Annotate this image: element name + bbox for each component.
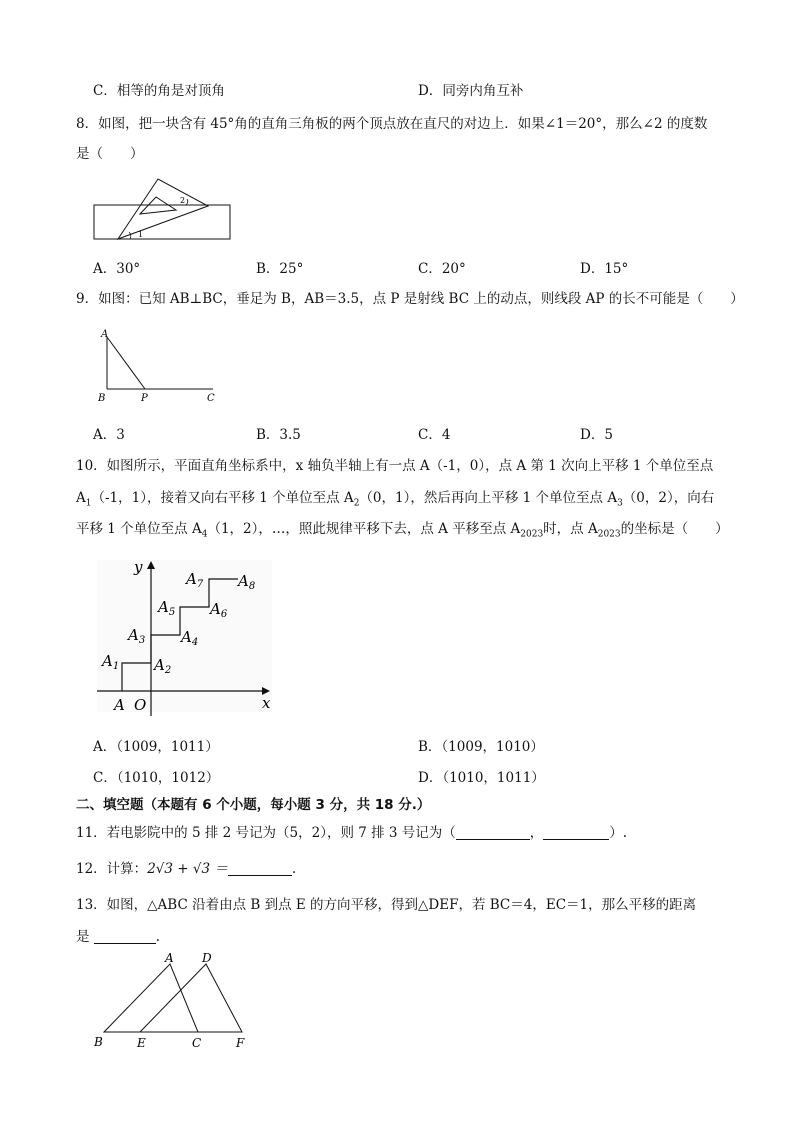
q10-stem-line1: 10．如图所示，平面直角坐标系中，x 轴负半轴上有一点 A（-1，0），点 A 第 1 次向上平移 1 个单位至点 [76,458,714,474]
point-a-label: A [114,696,125,714]
q10-figure [92,558,277,718]
origin-label: O [134,696,147,714]
q8-option-d: D．15° [580,261,629,277]
q9-option-b: B．3.5 [256,427,301,443]
point-c-label: C [207,393,215,404]
point-a6-label: $A_6$ [210,600,228,620]
triangle-abc [104,964,198,1032]
q8-option-c: C．20° [418,261,466,277]
angle-2-label: 2 [180,196,186,205]
point-a-label: A [101,329,109,340]
point-p-label: P [141,393,148,404]
point-a8-label: $A_8$ [238,572,256,592]
q8-option-a: A．30° [93,261,141,277]
q10-stem-line2: $A_1(-1$，1），接着又向右平移 1 个单位至点 $A_2(0$，1），然后再向上平移 1 个单位至点 $A_3(0$，2），向右 [76,490,715,509]
y-axis-label: y [134,558,143,576]
q10-option-a: A．（1009，1011） [93,739,219,755]
point-a3-label: $A_3$ [128,626,146,646]
q7-option-d: D．同旁内角互补 [418,83,524,99]
q8-stem-line1: 8．如图，把一块含有 45°角的直角三角板的两个顶点放在直尺的对边上．如果∠1＝20°，那么∠2 的度数 [76,116,708,132]
point-a2-label: $A_2$ [154,656,172,676]
point-b-label: B [98,393,106,404]
q10-option-b: B．（1009，1010） [418,739,544,755]
q13-stem-line1: 13．如图，△ABC 沿着由点 B 到点 E 的方向平移，得到△DEF，若 BC＝4，EC＝1，那么平移的距离 [76,897,697,913]
q13-blank[interactable] [94,929,156,944]
point-f-label: F [236,1036,245,1050]
angle-1-label: 1 [138,230,144,239]
q9-option-c: C．4 [418,427,451,443]
q10-option-c: C．（1010，1012） [93,770,220,786]
segment-ap [107,337,145,389]
x-axis-label: x [262,694,271,712]
point-a-label: A [165,951,174,965]
q12-blank[interactable] [228,861,292,876]
point-a4-label: $A_4$ [181,628,199,648]
q9-option-a: A．3 [93,427,125,443]
point-e-label: E [137,1036,146,1050]
q11-stem: 11．若电影院中的 5 排 2 号记为（5，2），则 7 排 3 号记为（ ， ）. [76,825,628,841]
q13-figure [90,950,260,1050]
q9-stem: 9．如图：已知 AB⊥BC，垂足为 B，AB＝3.5，点 P 是射线 BC 上的动点，则线段 AP 的长不可能是（ ） [76,291,744,307]
q12-expression: 2√3 + √3 ＝ [147,861,228,877]
point-a7-label: $A_7$ [186,570,204,590]
angle-1-arc [129,232,131,239]
q12-stem: 12．计算：2√3 + √3 ＝ . [76,861,297,877]
q10-stem-line3: 平移 1 个单位至点 $A_4(1$，2），…，照此规律平移下去，点 A 平移至点 $A_{2023}$时，点 $A_{2023}$的坐标是（ ） [76,521,729,540]
ruler [94,205,230,239]
q8-option-b: B．25° [256,261,304,277]
q7-option-c: C．相等的角是对顶角 [93,83,225,99]
triangle-def [140,964,242,1032]
q9-option-d: D．5 [580,427,613,443]
q9-figure [95,325,225,405]
point-b-label: B [94,1035,103,1049]
point-c-label: C [192,1036,202,1050]
q8-stem-line2: 是（ ） [76,146,144,162]
angle-2-arc [186,199,188,205]
q8-figure [90,175,235,243]
q11-blank-2[interactable] [543,825,609,840]
set-square-outer [118,179,208,239]
q13-stem-line2: 是 . [76,929,161,945]
point-d-label: D [202,951,212,965]
section-heading: 二、填空题（本题有 6 个小题，每小题 3 分，共 18 分.） [76,797,431,813]
point-a5-label: $A_5$ [158,598,176,618]
point-a1-label: $A_1$ [102,652,120,672]
q10-option-d: D．（1010，1011） [418,770,545,786]
q11-blank-1[interactable] [456,825,530,840]
